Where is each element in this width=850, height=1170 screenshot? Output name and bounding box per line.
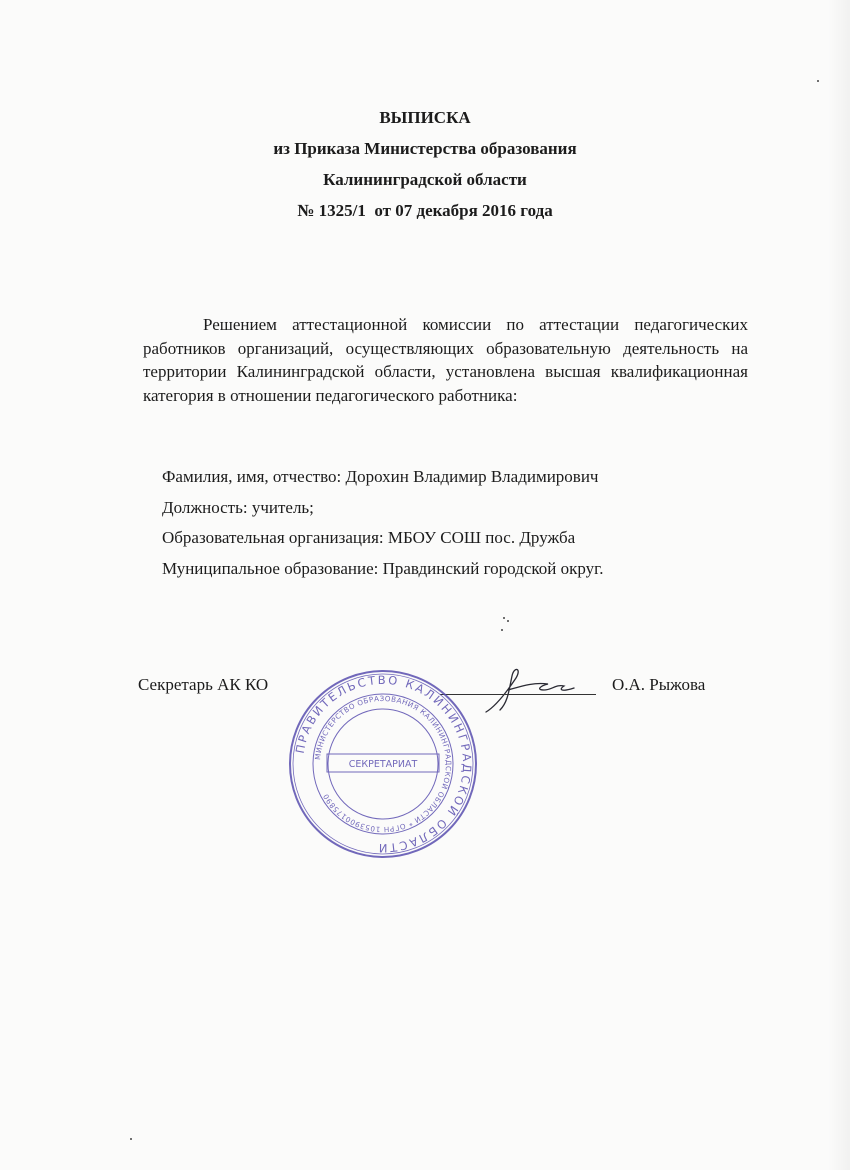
organization-line: Образовательная организация: МБОУ СОШ пос. Дружба [162,528,576,547]
employee-details [162,462,603,584]
document-title: ВЫПИСКА [379,108,471,127]
municipality-line: Муниципальное образование: Правдинский городской округ. [162,558,604,578]
full-name-line: Фамилия, имя, отчество: Дорохин Владимир Владимирович [162,467,599,486]
stamp-outer-text: ПРАВИТЕЛЬСТВО КАЛИНИНГРАДСКОЙ ОБЛАСТИ [292,672,475,856]
position-line: Должность: учитель; [162,497,314,517]
signer-name: О.А. Рыжова [612,675,706,694]
official-stamp [287,668,479,860]
header-line-2: из Приказа Министерства образования [273,139,577,158]
order-number-date: № 1325/1 от 07 декабря 2016 года [297,201,553,220]
document-header [0,102,850,226]
header-line-3: Калининградской области [323,170,527,189]
stamp-inner-text: МИНИСТЕРСТВО ОБРАЗОВАНИЯ КАЛИНИНГРАДСКОЙ ОБЛАСТИ * ОГРН 1053900175890 [313,693,454,835]
stamp-center-text: СЕКРЕТАРИАТ [348,759,418,770]
signer-title: Секретарь АК КО [138,675,269,694]
decision-paragraph: Решением аттестационной комиссии по аттестации педагогических работников организаций, осуществляющих образовательную деятельность на территории Калининградской области, установлена высшая квалификационная категория в отношении педагогического работника: [143,315,748,405]
